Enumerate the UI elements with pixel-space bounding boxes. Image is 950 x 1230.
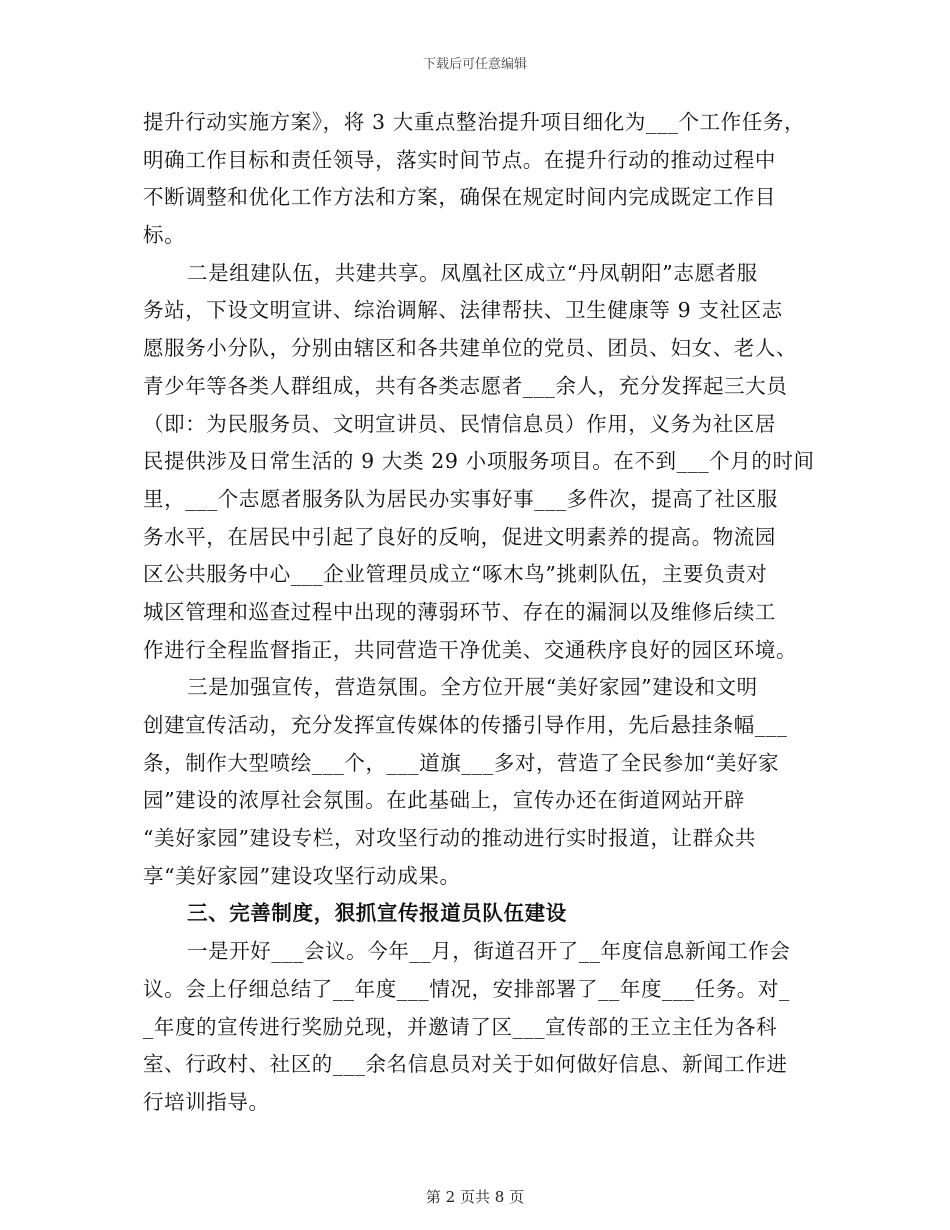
- page-footer: 第 2 页共 8 页: [425, 1188, 525, 1206]
- text-line: 提升行动实施方案》，将 3 大重点整治提升项目细化为___个工作任务，: [143, 110, 806, 134]
- text-line: 务水平，在居民中引起了良好的反响，促进文明素养的提高。物流园: [143, 524, 776, 549]
- page-header: 下载后可任意编辑: [422, 57, 527, 72]
- text-line: 青少年等各类人群组成，共有各类志愿者___余人，充分发挥起三大员: [143, 373, 788, 398]
- text-line: （即：为民服务员、文明宣讲员、民情信息员）作用，义务为社区居: [143, 411, 776, 436]
- text-line: 民提供涉及日常生活的 9 大类 29 小项服务项目。在不到___个月的时间: [143, 449, 815, 474]
- text-line: 城区管理和巡查过程中出现的薄弱环节、存在的漏洞以及维修后续工: [143, 599, 776, 624]
- text-line: 行培训指导。: [143, 1089, 270, 1114]
- text-line: _年度的宣传进行奖励兑现，并邀请了区___宣传部的王立主任为各科: [143, 1014, 778, 1039]
- text-line: 议。会上仔细总结了__年度___情况，安排部署了__年度___任务。对_: [143, 976, 790, 1001]
- text-line: 里，___个志愿者服务队为居民办实事好事___多件次，提高了社区服: [143, 486, 778, 511]
- text-line: 愿服务小分队，分别由辖区和各共建单位的党员、团员、妇女、老人、: [143, 336, 798, 361]
- text-line: “美好家园”建设专栏，对攻坚行动的推动进行实时报道，让群众共: [143, 826, 756, 851]
- text-line: 园”建设的浓厚社会氛围。在此基础上，宣传办还在街道网站开辟: [143, 788, 745, 813]
- document-body: [143, 104, 813, 1122]
- text-line: 不断调整和优化工作方法和方案，确保在规定时间内完成既定工作目: [143, 185, 776, 210]
- text-line: 作进行全程监督指正，共同营造干净优美、交通秩序良好的园区环境。: [143, 637, 798, 662]
- text-line: 标。: [143, 223, 186, 248]
- text-line: 务站，下设文明宣讲、综治调解、法律帮扶、卫生健康等 9 支社区志: [143, 298, 783, 323]
- text-line: 二是组建队伍，共建共享。凤凰社区成立“丹凤朝阳”志愿者服: [187, 260, 758, 285]
- text-line: 区公共服务中心___企业管理员成立“啄木鸟”挑刺队伍，主要负责对: [143, 562, 768, 587]
- text-line: 室、行政村、社区的___余名信息员对关于如何做好信息、新闻工作进: [143, 1052, 788, 1077]
- text-line: 条，制作大型喷绘___个，___道旗___多对，营造了全民参加“美好家: [143, 750, 780, 775]
- text-line: 三是加强宣传，营造氛围。全方位开展“美好家园”建设和文明: [187, 675, 758, 700]
- text-line: 享“美好家园”建设攻坚行动成果。: [143, 863, 461, 888]
- section-heading: 三、完善制度，狠抓宣传报道员队伍建设: [187, 901, 567, 926]
- text-line: 明确工作目标和责任领导，落实时间节点。在提升行动的推动过程中: [143, 147, 776, 172]
- text-line: 一是开好___会议。今年__月，街道召开了__年度信息新闻工作会: [187, 939, 791, 964]
- text-line: 创建宣传活动，充分发挥宣传媒体的传播引导作用，先后悬挂条幅___: [143, 713, 788, 737]
